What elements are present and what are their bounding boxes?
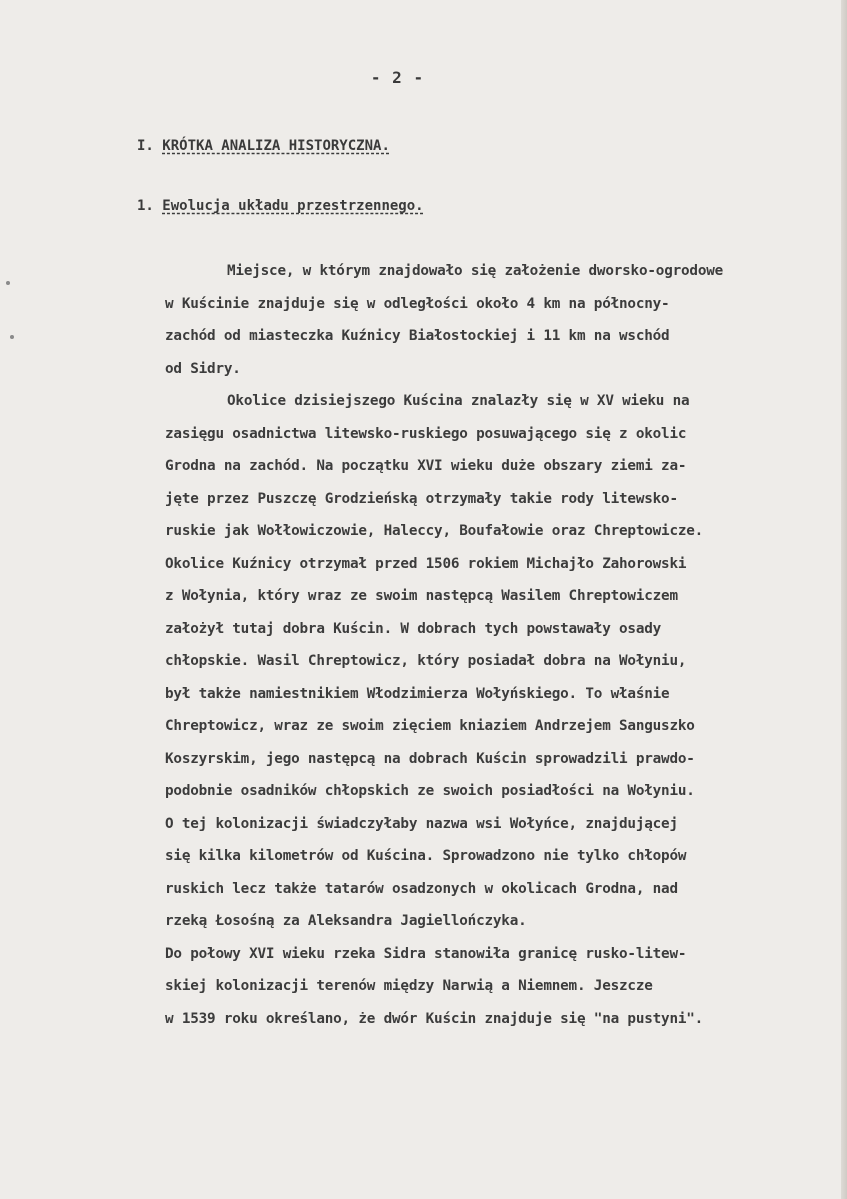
- text-line: w Kuścinie znajduje się w odległości około 4 km na północny-: [165, 295, 670, 312]
- text-line: w 1539 roku określano, że dwór Kuścin znajduje się "na pustyni".: [165, 1010, 704, 1027]
- text-line: z Wołynia, który wraz ze swoim następcą Wasilem Chreptowiczem: [165, 588, 678, 604]
- text-line: ruskie jak Wołłowiczowie, Haleccy, Boufałowie oraz Chreptowicze.: [165, 523, 704, 539]
- text-line: podobnie osadników chłopskich ze swoich posiadłości na Wołyniu.: [165, 783, 695, 799]
- text-line: O tej kolonizacji świadczyłaby nazwa wsi Wołyńce, znajdującej: [165, 815, 678, 832]
- section-number: I.: [137, 138, 154, 154]
- body-text: [165, 255, 813, 1035]
- text-line: Koszyrskim, jego następcą na dobrach Kuścin sprowadzili prawdo-: [165, 750, 695, 767]
- section-heading: [137, 138, 390, 154]
- text-line: Chreptowicz, wraz ze swoim zięciem kniaziem Andrzejem Sanguszko: [165, 718, 695, 734]
- text-line: Okolice dzisiejszego Kuścina znalazły się w XV wieku na: [227, 393, 690, 409]
- text-line: ruskich lecz także tatarów osadzonych w okolicach Grodna, nad: [165, 880, 678, 897]
- text-line: założył tutaj dobra Kuścin. W dobrach tych powstawały osady: [165, 620, 662, 637]
- text-line: się kilka kilometrów od Kuścina. Sprowadzono nie tylko chłopów: [165, 848, 687, 864]
- text-line: Miejsce, w którym znajdowało się założenie dworsko-ogrodowe: [227, 263, 724, 279]
- text-line: zasięgu osadnictwa litewsko-ruskiego posuwającego się z okolic: [165, 425, 687, 442]
- page-edge: [841, 0, 847, 1199]
- text-line: zachód od miasteczka Kuźnicy Białostockiej i 11 km na wschód: [165, 328, 670, 344]
- text-line: był także namiestnikiem Włodzimierza Wołyńskiego. To właśnie: [165, 685, 670, 702]
- text-line: Grodna na zachód. Na początku XVI wieku duże obszary ziemi za-: [165, 458, 687, 474]
- section-title: KRÓTKA ANALIZA HISTORYCZNA.: [162, 138, 390, 154]
- margin-mark: [10, 335, 14, 339]
- text-line: od Sidry.: [165, 360, 241, 377]
- text-line: skiej kolonizacji terenów między Narwią a Niemnem. Jeszcze: [165, 978, 653, 994]
- text-line: rzeką Łosośną za Aleksandra Jagiellończyka.: [165, 913, 527, 929]
- page-number: - 2 -: [370, 68, 425, 87]
- text-line: chłopskie. Wasil Chreptowicz, który posiadał dobra na Wołyniu,: [165, 653, 687, 669]
- subsection-number: 1.: [137, 198, 154, 214]
- subsection-heading: [137, 198, 424, 214]
- text-line: Do połowy XVI wieku rzeka Sidra stanowiła granicę rusko-litew-: [165, 945, 687, 962]
- subsection-title: Ewolucja układu przestrzennego.: [162, 198, 424, 214]
- text-line: Okolice Kuźnicy otrzymał przed 1506 rokiem Michajło Zahorowski: [165, 555, 687, 572]
- margin-mark: [6, 281, 10, 285]
- text-line: jęte przez Puszczę Grodzieńską otrzymały takie rody litewsko-: [165, 490, 678, 507]
